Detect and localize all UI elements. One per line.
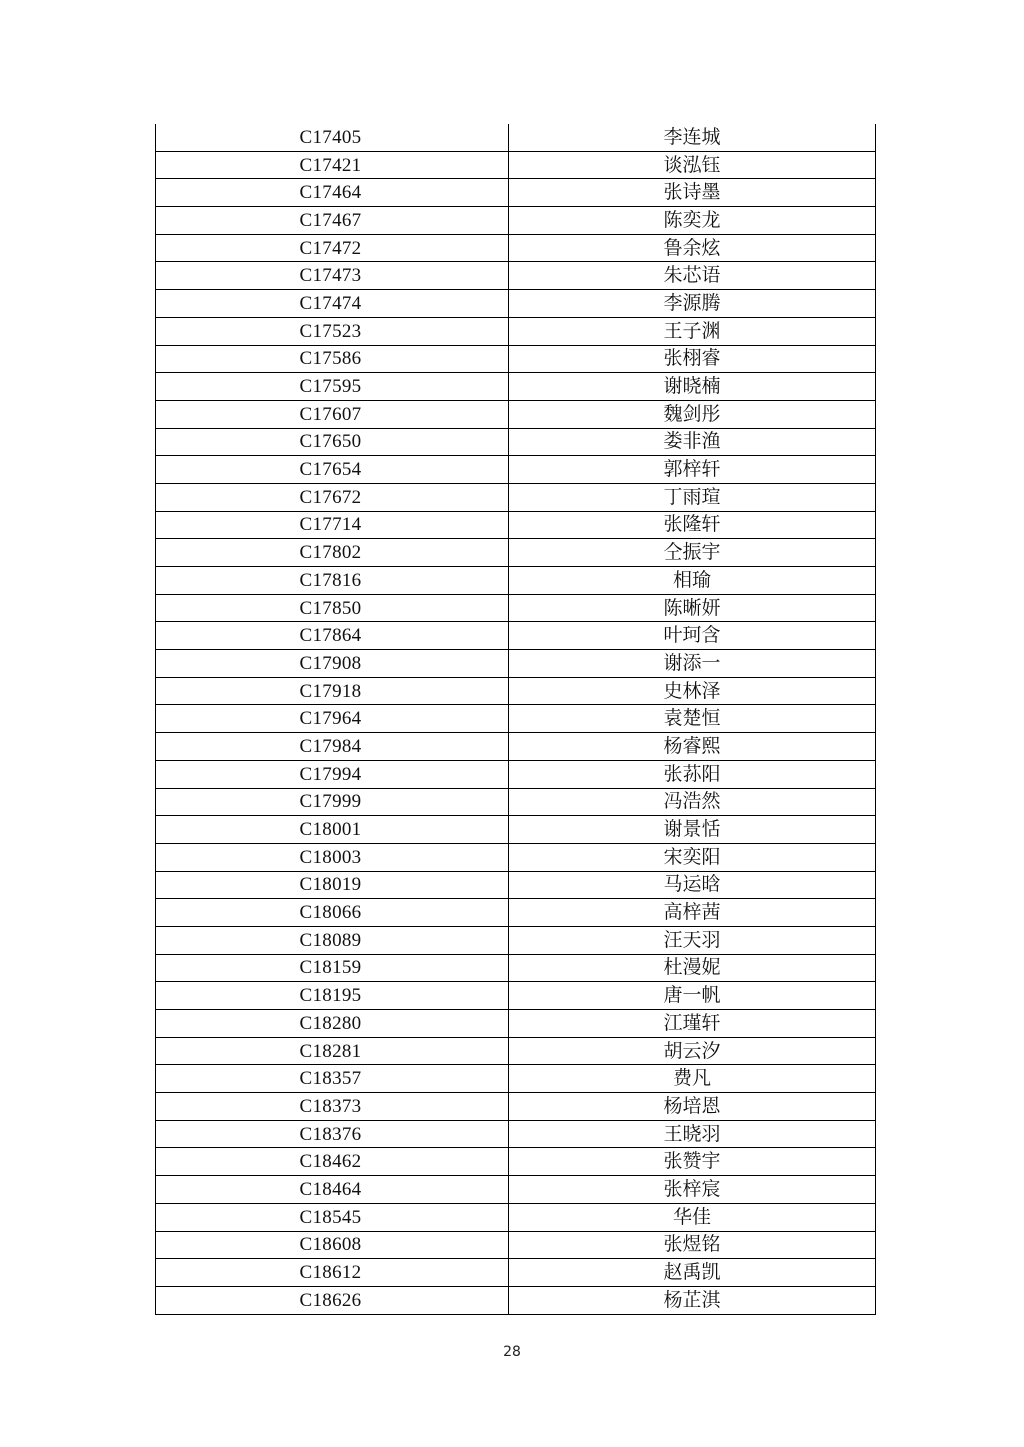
candidate-name-cell: 杨睿熙 — [509, 733, 876, 761]
candidate-id-cell: C17523 — [156, 317, 509, 345]
candidate-id-cell: C17586 — [156, 345, 509, 373]
candidate-id-cell: C17607 — [156, 400, 509, 428]
candidate-id-cell: C17473 — [156, 262, 509, 290]
table-row — [156, 234, 876, 262]
candidate-id-cell: C17918 — [156, 677, 509, 705]
candidate-id-cell: C17595 — [156, 373, 509, 401]
roster-table — [155, 124, 876, 1315]
candidate-id-cell: C18376 — [156, 1120, 509, 1148]
candidate-id-cell: C18001 — [156, 816, 509, 844]
table-row — [156, 899, 876, 927]
table-row — [156, 1286, 876, 1314]
candidate-name-cell: 王子渊 — [509, 317, 876, 345]
candidate-id-cell: C18280 — [156, 1010, 509, 1038]
candidate-id-cell: C17994 — [156, 760, 509, 788]
table-row — [156, 207, 876, 235]
candidate-id-cell: C18066 — [156, 899, 509, 927]
table-row — [156, 1259, 876, 1287]
table-row — [156, 317, 876, 345]
candidate-id-cell: C18462 — [156, 1148, 509, 1176]
candidate-id-cell: C17964 — [156, 705, 509, 733]
candidate-name-cell: 胡云汐 — [509, 1037, 876, 1065]
table-row — [156, 622, 876, 650]
candidate-id-cell: C17464 — [156, 179, 509, 207]
candidate-name-cell: 谢景恬 — [509, 816, 876, 844]
table-row — [156, 1037, 876, 1065]
candidate-name-cell: 杜漫妮 — [509, 954, 876, 982]
table-row — [156, 290, 876, 318]
candidate-id-cell: C18195 — [156, 982, 509, 1010]
candidate-name-cell: 杨培恩 — [509, 1093, 876, 1121]
candidate-id-cell: C18464 — [156, 1176, 509, 1204]
candidate-id-cell: C18019 — [156, 871, 509, 899]
candidate-id-cell: C18608 — [156, 1231, 509, 1259]
candidate-name-cell: 江瑾轩 — [509, 1010, 876, 1038]
table-row — [156, 733, 876, 761]
table-row — [156, 511, 876, 539]
candidate-id-cell: C17467 — [156, 207, 509, 235]
candidate-name-cell: 谈泓钰 — [509, 151, 876, 179]
table-row — [156, 567, 876, 595]
candidate-name-cell: 相瑜 — [509, 567, 876, 595]
table-row — [156, 262, 876, 290]
candidate-name-cell: 张诗墨 — [509, 179, 876, 207]
table-row — [156, 539, 876, 567]
table-row — [156, 1093, 876, 1121]
candidate-name-cell: 李连城 — [509, 124, 876, 151]
candidate-name-cell: 丁雨瑄 — [509, 483, 876, 511]
table-row — [156, 954, 876, 982]
candidate-id-cell: C17472 — [156, 234, 509, 262]
table-row — [156, 428, 876, 456]
table-row — [156, 926, 876, 954]
candidate-name-cell: 唐一帆 — [509, 982, 876, 1010]
page-number: 28 — [503, 1344, 521, 1360]
candidate-name-cell: 张荪阳 — [509, 760, 876, 788]
candidate-name-cell: 鲁余炫 — [509, 234, 876, 262]
table-row — [156, 650, 876, 678]
candidate-name-cell: 马运晗 — [509, 871, 876, 899]
candidate-name-cell: 张梓宸 — [509, 1176, 876, 1204]
candidate-name-cell: 赵禹凯 — [509, 1259, 876, 1287]
candidate-name-cell: 高梓茜 — [509, 899, 876, 927]
table-row — [156, 179, 876, 207]
roster-table-body — [156, 124, 876, 1314]
candidate-name-cell: 陈奕龙 — [509, 207, 876, 235]
candidate-id-cell: C18159 — [156, 954, 509, 982]
candidate-name-cell: 张煜铭 — [509, 1231, 876, 1259]
table-row — [156, 760, 876, 788]
candidate-name-cell: 冯浩然 — [509, 788, 876, 816]
table-row — [156, 1203, 876, 1231]
candidate-name-cell: 仝振宇 — [509, 539, 876, 567]
table-row — [156, 788, 876, 816]
table-row — [156, 594, 876, 622]
table-row — [156, 843, 876, 871]
candidate-name-cell: 费凡 — [509, 1065, 876, 1093]
table-row — [156, 1010, 876, 1038]
candidate-name-cell: 朱芯语 — [509, 262, 876, 290]
candidate-id-cell: C17999 — [156, 788, 509, 816]
candidate-id-cell: C17864 — [156, 622, 509, 650]
candidate-id-cell: C17714 — [156, 511, 509, 539]
table-row — [156, 816, 876, 844]
candidate-id-cell: C17654 — [156, 456, 509, 484]
candidate-id-cell: C18626 — [156, 1286, 509, 1314]
candidate-id-cell: C18281 — [156, 1037, 509, 1065]
candidate-name-cell: 宋奕阳 — [509, 843, 876, 871]
candidate-id-cell: C17672 — [156, 483, 509, 511]
table-row — [156, 345, 876, 373]
candidate-id-cell: C18003 — [156, 843, 509, 871]
candidate-id-cell: C17802 — [156, 539, 509, 567]
candidate-name-cell: 魏剑彤 — [509, 400, 876, 428]
candidate-name-cell: 陈晰妍 — [509, 594, 876, 622]
table-row — [156, 1065, 876, 1093]
candidate-name-cell: 王晓羽 — [509, 1120, 876, 1148]
candidate-id-cell: C17908 — [156, 650, 509, 678]
candidate-id-cell: C17984 — [156, 733, 509, 761]
candidate-name-cell: 叶珂含 — [509, 622, 876, 650]
candidate-id-cell: C17816 — [156, 567, 509, 595]
table-row — [156, 483, 876, 511]
table-row — [156, 1120, 876, 1148]
candidate-id-cell: C18357 — [156, 1065, 509, 1093]
candidate-name-cell: 杨芷淇 — [509, 1286, 876, 1314]
table-row — [156, 871, 876, 899]
candidate-name-cell: 谢晓楠 — [509, 373, 876, 401]
candidate-name-cell: 张赞宇 — [509, 1148, 876, 1176]
table-row — [156, 373, 876, 401]
candidate-id-cell: C18373 — [156, 1093, 509, 1121]
table-row — [156, 982, 876, 1010]
table-row — [156, 400, 876, 428]
candidate-name-cell: 张隆轩 — [509, 511, 876, 539]
candidate-name-cell: 谢添一 — [509, 650, 876, 678]
candidate-id-cell: C18089 — [156, 926, 509, 954]
table-row — [156, 705, 876, 733]
candidate-id-cell: C17650 — [156, 428, 509, 456]
table-row — [156, 456, 876, 484]
candidate-id-cell: C17405 — [156, 124, 509, 151]
table-row — [156, 151, 876, 179]
candidate-name-cell: 史林泽 — [509, 677, 876, 705]
table-row — [156, 677, 876, 705]
candidate-name-cell: 郭梓轩 — [509, 456, 876, 484]
table-row — [156, 124, 876, 151]
candidate-id-cell: C17474 — [156, 290, 509, 318]
candidate-id-cell: C17850 — [156, 594, 509, 622]
candidate-name-cell: 张栩睿 — [509, 345, 876, 373]
candidate-name-cell: 华佳 — [509, 1203, 876, 1231]
candidate-id-cell: C18612 — [156, 1259, 509, 1287]
table-row — [156, 1148, 876, 1176]
candidate-name-cell: 袁楚恒 — [509, 705, 876, 733]
candidate-id-cell: C18545 — [156, 1203, 509, 1231]
table-row — [156, 1176, 876, 1204]
table-row — [156, 1231, 876, 1259]
candidate-name-cell: 汪天羽 — [509, 926, 876, 954]
candidate-name-cell: 娄非渔 — [509, 428, 876, 456]
candidate-name-cell: 李源腾 — [509, 290, 876, 318]
candidate-id-cell: C17421 — [156, 151, 509, 179]
